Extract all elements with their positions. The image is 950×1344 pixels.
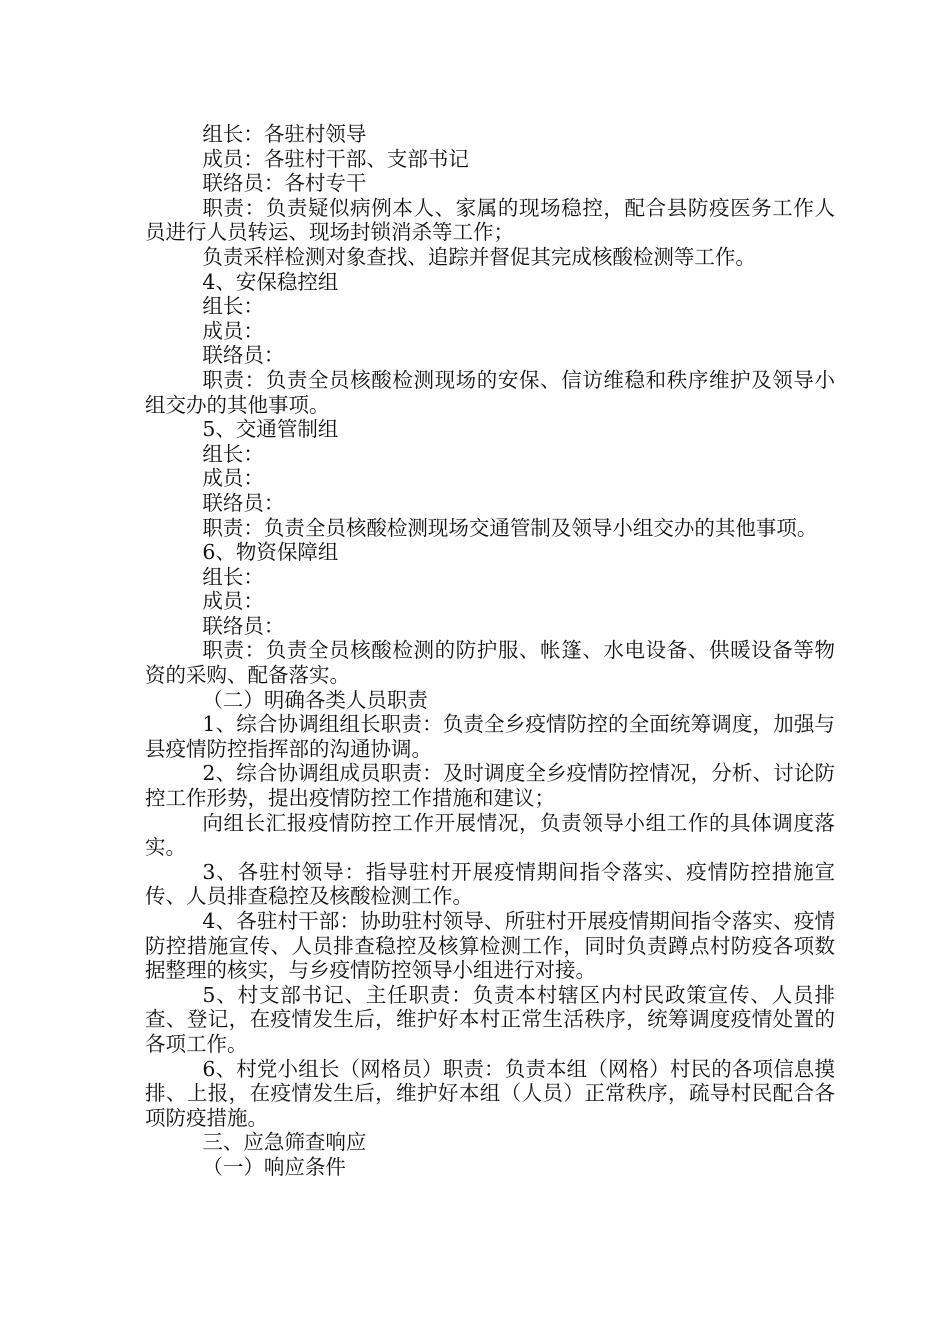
paragraph-members-5: 成员： [202,466,264,491]
section-heading-conditions: （一）响应条件 [202,1154,346,1179]
paragraph-role-4: 4、各驻村干部：协助驻村领导、所驻村开展疫情期间指令落实、疫情防控措施宣传、人员排查稳控及核算检测工作，同时负责蹲点村防疫各项数据整理的核实，与乡疫情防控领导小组进行对接。 [145,909,835,983]
document-body [145,122,835,1180]
paragraph-duty-1b: 负责采样检测对象查找、追踪并督促其完成核酸检测等工作。 [202,244,756,269]
paragraph-role-2: 2、综合协调组成员职责：及时调度全乡疫情防控情况，分析、讨论防控工作形势，提出疫情防控工作措施和建议； [145,761,835,811]
paragraph-liaison-4: 联络员： [202,343,285,368]
paragraph-duty-1: 职责：负责疑似病例本人、家属的现场稳控，配合县防疫医务工作人员进行人员转运、现场封锁消杀等工作； [145,195,835,245]
section-heading-traffic: 5、交通管制组 [202,417,339,442]
paragraph-role-5: 5、村支部书记、主任职责：负责本村辖区内村民政策宣传、人员排查、登记，在疫情发生后，维护好本村正常生活秩序，统筹调度疫情处置的各项工作。 [145,982,835,1056]
paragraph-duty-4: 职责：负责全员核酸检测现场的安保、信访维稳和秩序维护及领导小组交办的其他事项。 [145,367,835,417]
section-heading-supplies: 6、物资保障组 [202,540,339,565]
paragraph-leader-1: 组长：各驻村领导 [202,122,367,146]
paragraph-role-6: 6、村党小组长（网格员）职责：负责本组（网格）村民的各项信息摸排、上报，在疫情发生后，维护好本组（人员）正常秩序，疏导村民配合各项防疫措施。 [145,1056,835,1130]
section-heading-responsibilities: （二）明确各类人员职责 [202,687,428,712]
paragraph-members-6: 成员： [202,589,264,614]
paragraph-leader-4: 组长： [202,294,264,319]
section-heading-security: 4、安保稳控组 [202,269,339,294]
paragraph-duty-5: 职责：负责全员核酸检测现场交通管制及领导小组交办的其他事项。 [202,515,818,540]
paragraph-liaison-1: 联络员：各村专干 [202,171,367,196]
paragraph-role-3: 3、各驻村领导：指导驻村开展疫情期间指令落实、疫情防控措施宣传、人员排查稳控及核酸检测工作。 [145,859,835,909]
paragraph-members-1: 成员：各驻村干部、支部书记 [202,146,469,171]
paragraph-duty-6: 职责：负责全员核酸检测的防护服、帐篷、水电设备、供暖设备等物资的采购、配备落实。 [145,638,835,688]
paragraph-liaison-6: 联络员： [202,613,285,638]
paragraph-role-1: 1、综合协调组组长职责：负责全乡疫情防控的全面统筹调度，加强与县疫情防控指挥部的沟通协调。 [145,712,835,761]
paragraph-members-4: 成员： [202,318,264,343]
paragraph-role-2b: 向组长汇报疫情防控工作开展情况，负责领导小组工作的具体调度落实。 [145,810,835,860]
section-heading-emergency: 三、应急筛查响应 [202,1130,367,1155]
paragraph-leader-5: 组长： [202,441,264,466]
paragraph-leader-6: 组长： [202,564,264,589]
paragraph-liaison-5: 联络员： [202,490,285,515]
